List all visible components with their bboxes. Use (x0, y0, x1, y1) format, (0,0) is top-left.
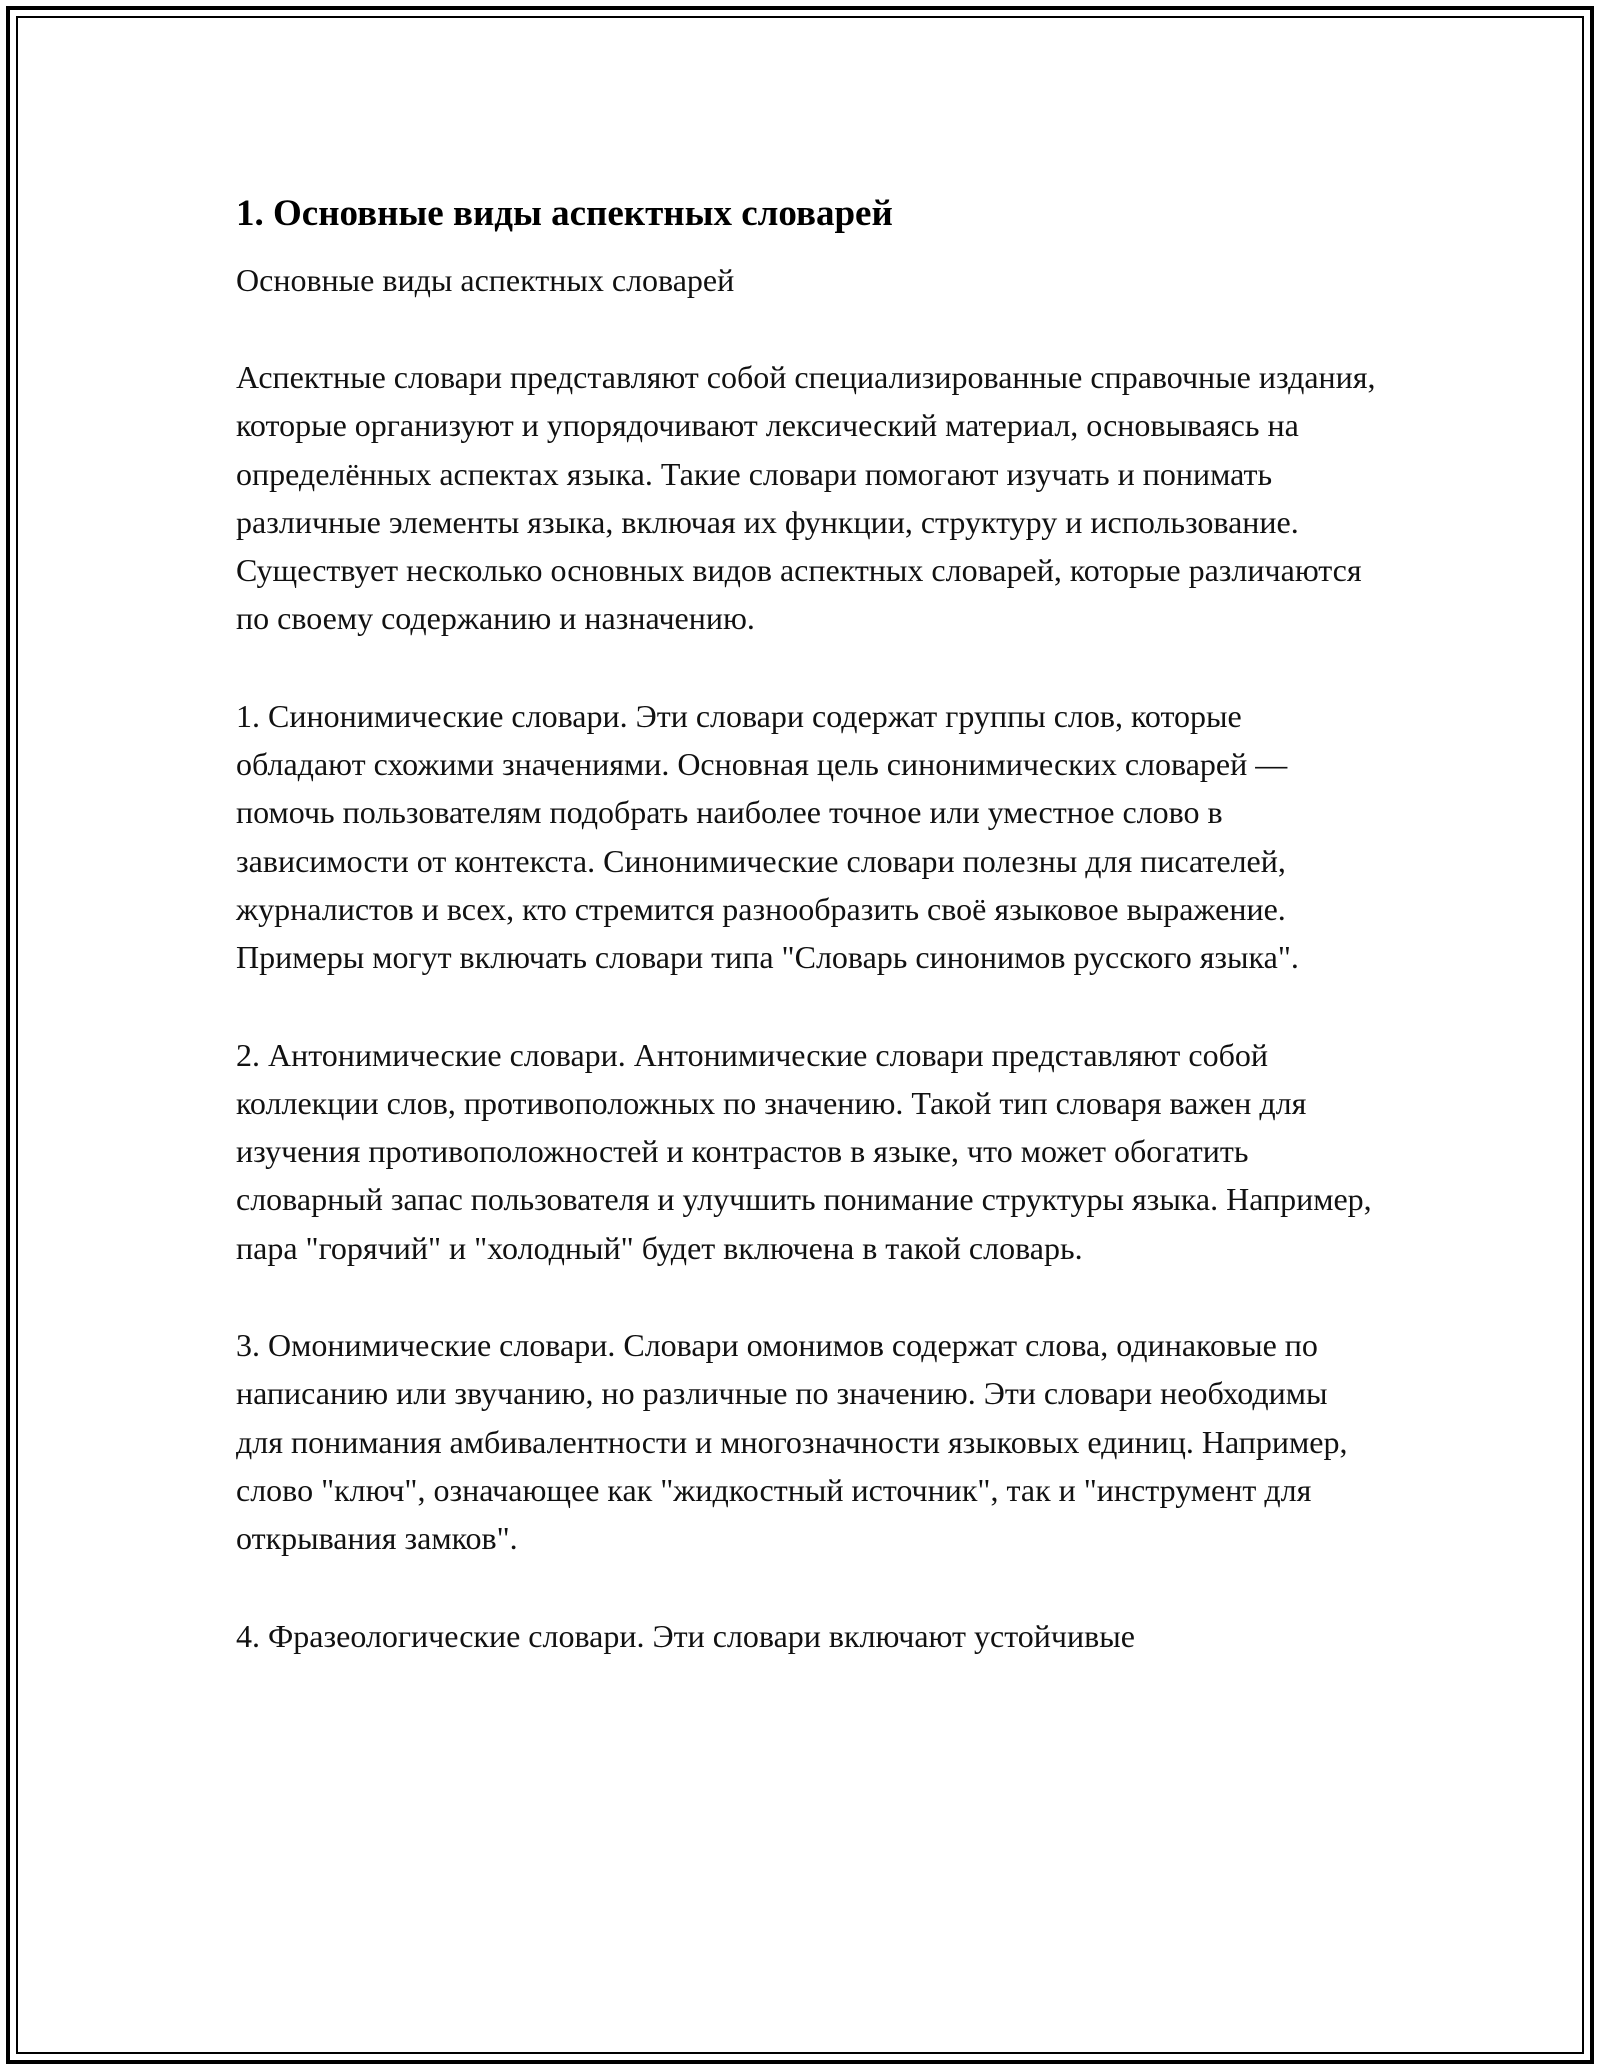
section-heading: 1. Основные виды аспектных словарей (236, 193, 893, 234)
document-body (236, 188, 1376, 1660)
paragraph-intro: Аспектные словари представляют собой специализированные справочные издания, которые организуют и упорядочивают лексический материал, основываясь на определённых аспектах языка. Такие словари помогают изучать и понимать различные элементы языка, включая их функции, структуру и использование. Существует несколько основных видов аспектных словарей, которые различаются по своему содержанию и назначению. (236, 359, 1376, 637)
section-subtitle: Основные виды аспектных словарей (236, 262, 735, 298)
paragraph-homonym-dictionaries: 3. Омонимические словари. Словари омонимов содержат слова, одинаковые по написанию или звучанию, но различные по значению. Эти словари необходимы для понимания амбивалентности и многозначности языковых единиц. Например, слово "ключ", означающее как "жидкостный источник", так и "инструмент для открывания замков". (236, 1327, 1348, 1557)
paragraph-synonym-dictionaries: 1. Синонимические словари. Эти словари содержат группы слов, которые обладают схожими значениями. Основная цель синонимических словарей — помочь пользователям подобрать наиболее точное или уместное слово в зависимости от контекста. Синонимические словари полезны для писателей, журналистов и всех, кто стремится разнообразить своё языковое выражение. Примеры могут включать словари типа "Словарь синонимов русского языка". (236, 697, 1299, 976)
paragraph-phraseological-dictionaries: 4. Фразеологические словари. Эти словари включают устойчивые (236, 1617, 1135, 1654)
paragraph-antonym-dictionaries: 2. Антонимические словари. Антонимические словари представляют собой коллекции слов, противоположных по значению. Такой тип словаря важен для изучения противоположностей и контрастов в языке, что может обогатить словарный запас пользователя и улучшить понимание структуры языка. Например, пара "горячий" и "холодный" будет включена в такой словарь. (236, 1036, 1372, 1266)
